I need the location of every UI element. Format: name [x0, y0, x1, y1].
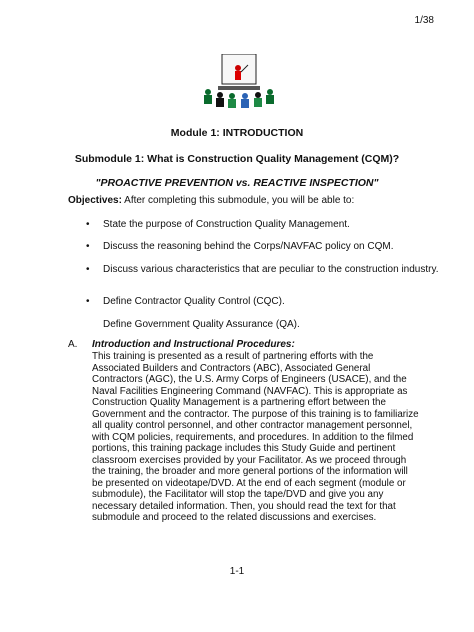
paragraph-line: submodule), the Facilitator will stop the tape/DVD and give you any [92, 489, 384, 500]
paragraph-line: portions, this training package includes this Study Guide and pertinent [92, 443, 396, 454]
objectives-intro [68, 195, 354, 206]
section-title: Introduction and Instructional Procedures: [92, 339, 295, 350]
paragraph-line: This training is presented as a result of partnering efforts with the [92, 351, 374, 362]
bullet-icon: • [86, 219, 90, 230]
paragraph-line: with CQM policies, requirements, and procedures. In addition to the filmed [92, 431, 414, 443]
paragraph-line: classroom exercises provided by your Facilitator. As we proceed through [92, 454, 407, 466]
paragraph-line: submodule and proceed to the related discussions and exercises. [92, 512, 377, 523]
bullet-icon: • [86, 241, 90, 252]
section-letter: A. [68, 339, 78, 350]
bullet-icon: • [86, 296, 90, 307]
objectives-text: After completing this submodule, you will be able to: [121, 195, 355, 206]
classroom-presentation-icon [200, 54, 278, 110]
bullet-icon: • [86, 264, 90, 275]
paragraph-line: the training, the broader and more general portions of the information will [92, 466, 408, 477]
page-counter: 1/38 [414, 15, 434, 26]
paragraph-line: be presented on videotape/DVD. At the end of each segment (module or [92, 477, 406, 489]
page-footer-number: 1-1 [229, 566, 245, 577]
paragraph-line: necessary detailed information. Then, you should read the text for that [92, 500, 396, 512]
paragraph-line: all quality control personnel, and other contractor management personnel, [92, 420, 413, 431]
objective-text: State the purpose of Construction Quality Management. [103, 219, 350, 230]
objective-text: Discuss various characteristics that are peculiar to the construction industry. [103, 264, 439, 275]
paragraph-line: Contractors (AGC), the U.S. Army Corps of Engineers (USACE), and the [92, 374, 407, 385]
slogan-heading: "PROACTIVE PREVENTION vs. REACTIVE INSPECTION" [95, 177, 379, 189]
objective-extra-line: Define Government Quality Assurance (QA). [103, 319, 300, 330]
paragraph-line: Construction Quality Management is a partnering effort between the [92, 397, 386, 408]
objectives-label: Objectives: [68, 195, 122, 206]
module-heading: Module 1: INTRODUCTION [170, 127, 304, 139]
submodule-heading: Submodule 1: What is Construction Quality Management (CQM)? [74, 153, 400, 165]
paragraph-line: Associated Builders and Contractors (ABC), Associated General [92, 362, 371, 374]
section-paragraph [92, 351, 437, 524]
objective-text: Discuss the reasoning behind the Corps/NAVFAC policy on CQM. [103, 241, 394, 252]
objective-text: Define Contractor Quality Control (CQC). [103, 296, 285, 307]
paragraph-line: Naval Facilities Engineering Command (NAVFAC). This is appropriate as [92, 385, 408, 397]
paragraph-line: Government and the contractor. The purpose of this training is to familiarize [92, 408, 419, 420]
